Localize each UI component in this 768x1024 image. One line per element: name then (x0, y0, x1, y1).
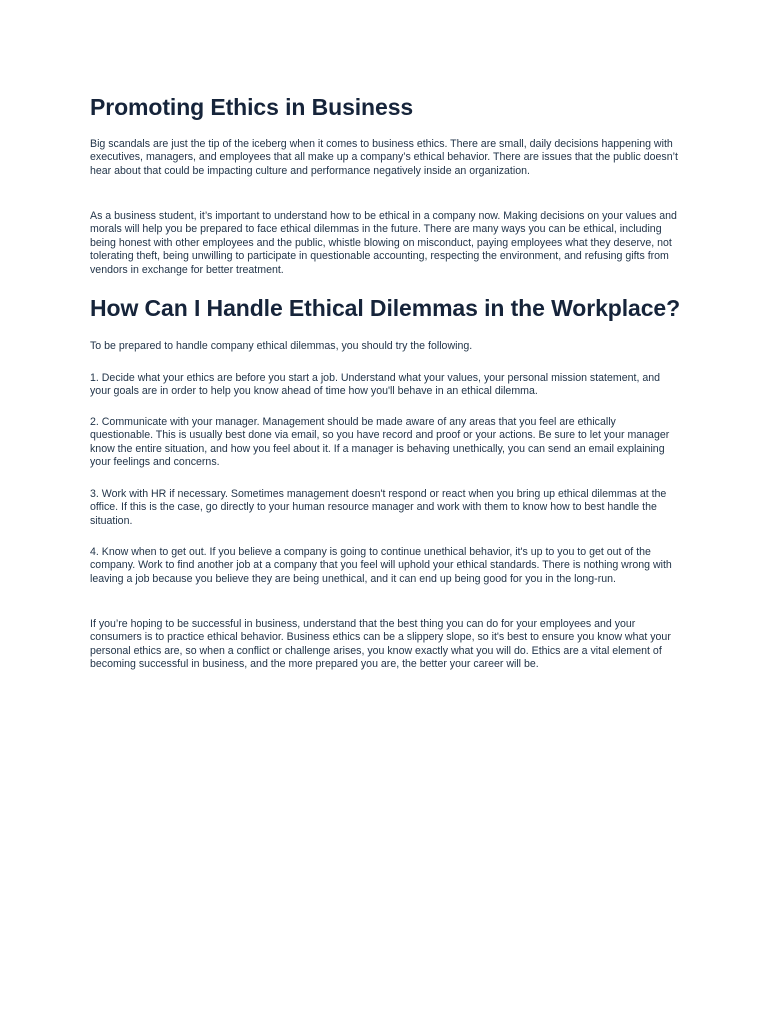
step-paragraph: 2. Communicate with your manager. Management should be made aware of any areas that you feel are ethically questionable. This is usually best done via email, so you have record and proof or your actions. Be sure to let your manager know the entire situation, and how you feel about it. If a manager is behaving unethically, you can send an email explaining your feelings and concerns. (90, 416, 670, 469)
conclusion-paragraph: If you’re hoping to be successful in business, understand that the best thing you can do for your employees and your consumers is to practice ethical behavior. Business ethics can be a slippery slope, so it's best to ensure you know what your personal ethics are, so when a conflict or challenge arises, you know exactly what you will do. Ethics are a vital element of becoming successful in business, and the more prepared you are, the better your career will be. (90, 618, 671, 671)
intro-paragraph: As a business student, it’s important to understand how to be ethical in a company now. Making decisions on your values and morals will help you be prepared to face ethical dilemmas in the future. There are many ways you can be ethical, including being honest with other employees and the public, whistle blowing on misconduct, paying employees what they deserve, not tolerating theft, being unwilling to participate in questionable accounting, respecting the environment, and refusing gifts from vendors in exchange for better treatment. (90, 210, 677, 276)
step-paragraph: 1. Decide what your ethics are before you start a job. Understand what your values, your personal mission statement, and your goals are in order to help you know ahead of time how you'll behave in an ethical dilemma. (90, 372, 661, 398)
section-intro: To be prepared to handle company ethical dilemmas, you should try the following. (90, 340, 473, 352)
section-heading: How Can I Handle Ethical Dilemmas in the Workplace? (90, 295, 681, 321)
step-paragraph: 4. Know when to get out. If you believe a company is going to continue unethical behavior, it's up to you to get out of the company. Work to find another job at a company that you feel will uphold your ethical standards. There is nothing wrong with leaving a job because you believe they are being unethical, and it can end up being good for you in the long-run. (90, 546, 672, 585)
page-title: Promoting Ethics in Business (90, 94, 414, 120)
intro-paragraph: Big scandals are just the tip of the iceberg when it comes to business ethics. There are small, daily decisions happening with executives, managers, and employees that all make up a company’s ethical behavior. There are issues that the public doesn’t hear about that could be impacting culture and performance negatively inside an organization. (90, 138, 678, 177)
step-paragraph: 3. Work with HR if necessary. Sometimes management doesn't respond or react when you bring up ethical dilemmas at the office. If this is the case, go directly to your human resource manager and work with them to know how to best handle the situation. (90, 488, 667, 527)
